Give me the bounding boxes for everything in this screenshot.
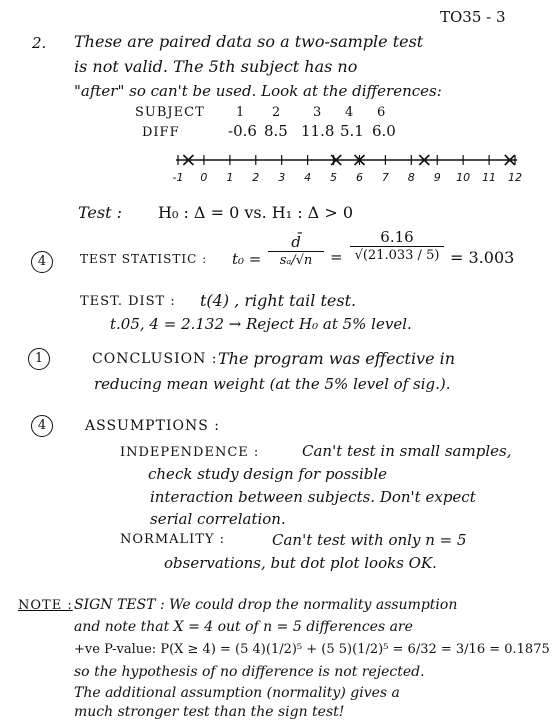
independence-line-4: serial correlation. (150, 510, 286, 528)
dotplot-tick-label: 12 (508, 171, 522, 184)
normality-line-2: observations, but dot plot looks OK. (164, 554, 437, 572)
independence-line-2: check study design for possible (148, 465, 388, 483)
diff-2: 8.5 (264, 122, 288, 140)
subject-1: 1 (236, 105, 246, 120)
independence-line-1: Can't test in small samples, (302, 442, 512, 460)
equals-sign: = (330, 248, 343, 266)
independence-label: INDEPENDENCE : (120, 445, 260, 460)
dotplot-tick-label: 0 (200, 171, 208, 184)
subject-4: 4 (345, 105, 355, 120)
diff-3: 11.8 (301, 122, 335, 140)
statistic-lhs: t₀ = (232, 250, 262, 268)
statistic-label: TEST STATISTIC : (80, 252, 208, 266)
dotplot-tick-label: 3 (278, 171, 286, 184)
subject-2: 2 (272, 105, 282, 120)
note-line-3: +ve P-value: P(X ≥ 4) = (5 4)(1/2)⁵ + (5 5)(1/2)⁵ = 6/32 = 3/16 = 0.1875 (74, 642, 550, 657)
section2-line-2: is not valid. The 5th subject has no (74, 57, 358, 76)
statistic-result: = 3.003 (450, 248, 515, 267)
fraction-1 (268, 234, 324, 269)
assumptions-label: ASSUMPTIONS : (85, 418, 220, 434)
dist-critical: t.05, 4 = 2.132 → Reject H₀ at 5% level. (110, 315, 412, 333)
conclusion-line-2: reducing mean weight (at the 5% level of sig.). (94, 375, 451, 393)
fraction-1-denominator: sₐ/√n (279, 253, 313, 268)
dotplot-tick-label: 7 (381, 171, 389, 184)
dotplot-tick-label: 10 (456, 171, 471, 184)
diff-label: DIFF (142, 125, 180, 140)
mark-conclusion: 1 (28, 348, 50, 370)
diff-5: 6.0 (372, 122, 396, 140)
conclusion-label: CONCLUSION : (92, 351, 218, 367)
dotplot-tick-label: 6 (355, 171, 363, 184)
dotplot-tick-label: 11 (482, 171, 497, 184)
section2-line-1: These are paired data so a two-sample test (74, 32, 424, 51)
dotplot-tick-label: 4 (304, 171, 312, 184)
fraction-2 (350, 228, 444, 265)
dotplot-tick-label: 9 (433, 171, 441, 184)
fraction-1-bar (268, 251, 324, 252)
dotplot-tick-label: 2 (252, 171, 260, 184)
dotplot-tick-label: -1 (172, 171, 184, 184)
subject-label: SUBJECT (135, 105, 205, 120)
dist-value: t(4) , right tail test. (200, 291, 357, 310)
hypotheses: H₀ : Δ = 0 vs. H₁ : Δ > 0 (158, 203, 353, 222)
note-line-5: The additional assumption (normality) gives a (74, 685, 400, 701)
fraction-1-numerator: d̄ (291, 233, 301, 251)
dotplot-tick-label: 8 (407, 171, 415, 184)
note-line-1: SIGN TEST : We could drop the normality assumption (74, 597, 458, 613)
fraction-2-denominator: √(21.033 / 5) (354, 248, 440, 263)
fraction-2-bar (350, 246, 444, 247)
note-line-2: and note that X = 4 out of n = 5 differences are (74, 619, 413, 635)
conclusion-line-1: The program was effective in (218, 349, 456, 368)
dotplot-tick-label: 5 (330, 171, 338, 184)
subject-6: 6 (377, 105, 387, 120)
dist-label: TEST. DIST : (80, 294, 176, 309)
subject-3: 3 (313, 105, 323, 120)
section2-line-3: "after" so can't be used. Look at the differences: (74, 82, 442, 100)
mark-statistic: 4 (31, 251, 53, 273)
section-number: 2. (32, 34, 47, 52)
page-id: TO35 - 3 (440, 8, 506, 26)
diff-4: 5.1 (340, 122, 364, 140)
independence-line-3: interaction between subjects. Don't expect (150, 488, 476, 506)
normality-label: NORMALITY : (120, 532, 226, 547)
dotplot-tick-label: 1 (226, 171, 234, 184)
note-label: NOTE : (18, 598, 73, 613)
diff-1: -0.6 (228, 122, 257, 140)
note-line-4: so the hypothesis of no difference is not rejected. (74, 664, 425, 680)
test-label: Test : (78, 203, 123, 222)
mark-assumptions: 4 (31, 415, 53, 437)
normality-line-1: Can't test with only n = 5 (272, 531, 467, 549)
note-line-6: much stronger test than the sign test! (74, 704, 345, 720)
fraction-2-numerator: 6.16 (380, 228, 414, 246)
